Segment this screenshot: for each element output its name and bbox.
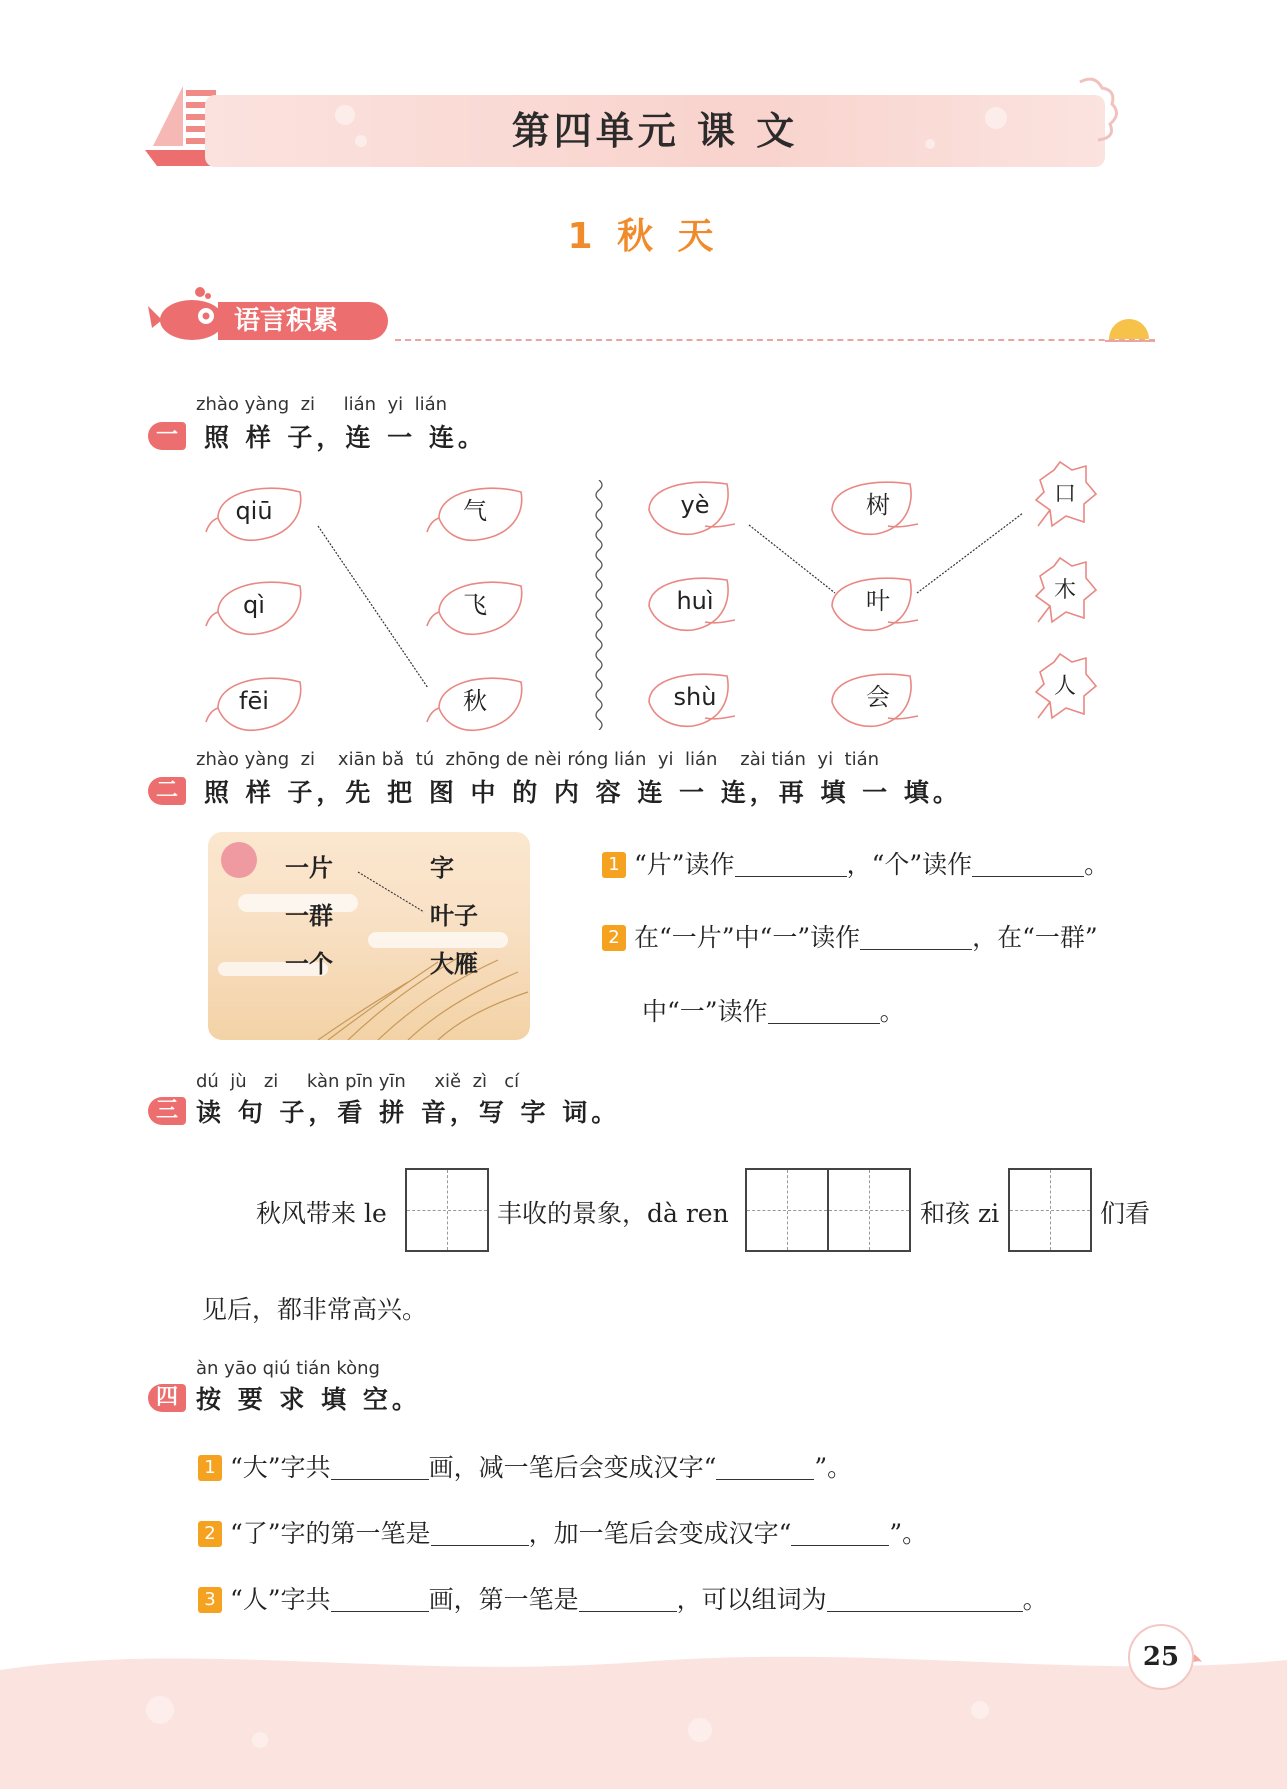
q4-item2-blank1[interactable]	[431, 1520, 529, 1546]
leaf-pinyin-shu[interactable]: shù	[645, 664, 755, 730]
maple-leaf-kou[interactable]: 口	[1030, 460, 1110, 530]
leaf-pinyin-qiu[interactable]: qiū	[204, 478, 314, 544]
q3-line2: 见后，都非常高兴。	[202, 1295, 428, 1324]
q2-item2-blank2[interactable]	[768, 998, 880, 1024]
q3-grid-daren[interactable]	[745, 1168, 911, 1252]
leaf-pinyin-hui[interactable]: huì	[645, 568, 755, 634]
unit-title: 第四单元 课 文	[511, 109, 799, 153]
leaf-char-shu[interactable]: 树	[828, 472, 938, 538]
wavy-divider	[592, 480, 606, 730]
q2-number: 二	[148, 777, 186, 805]
section-language-accumulation: 语言积累	[218, 302, 388, 340]
cloud-icon	[1060, 72, 1120, 172]
q4-item1: 1 “大”字共 画，减一笔后会变成汉字“ ”。	[198, 1448, 852, 1484]
leaf-char-hui[interactable]: 会	[828, 664, 938, 730]
q3-pinyin: dú jù zi kàn pīn yīn xiě zì cí	[196, 1071, 520, 1092]
q3-seg2: 丰收的景象，dà ren	[497, 1199, 729, 1228]
q3-grid-le[interactable]	[405, 1168, 489, 1252]
q1-pinyin: zhào yàng zi lián yi lián	[196, 394, 448, 415]
maple-leaf-ren[interactable]: 人	[1030, 652, 1110, 722]
q1-number: 一	[148, 422, 186, 450]
q2-item1: 1 “片”读作 ，“个”读作 。	[602, 845, 1109, 881]
leaf-pinyin-fei[interactable]: fēi	[204, 668, 314, 734]
sunset-icon	[1105, 305, 1155, 345]
example-line-left	[300, 510, 440, 700]
lesson-title: 1 秋 天	[567, 216, 720, 257]
leaf-pinyin-ye[interactable]: yè	[645, 472, 755, 538]
autumn-picture	[208, 832, 530, 1040]
q4-item2: 2 “了”字的第一笔是 ，加一笔后会变成汉字“ ”。	[198, 1514, 927, 1550]
sun-icon	[221, 842, 257, 878]
q2-item2-line1: 2 在“一片”中“一”读作 ，在“一群”	[602, 918, 1098, 954]
reeds-icon	[318, 942, 530, 1040]
q2-instruction: 照 样 子，先 把 图 中 的 内 容 连 一 连，再 填 一 填。	[204, 778, 962, 807]
q4-item3-blank1[interactable]	[331, 1586, 429, 1612]
leaf-pinyin-qi[interactable]: qì	[204, 572, 314, 638]
q2-item2-line2: 中“一”读作 。	[642, 997, 905, 1026]
q4-item3-blank3[interactable]	[827, 1586, 1023, 1612]
q4-item3-blank2[interactable]	[579, 1586, 677, 1612]
q2-item1-blank2[interactable]	[972, 851, 1084, 877]
q2-item1-blank1[interactable]	[735, 851, 847, 877]
pic-word-yige[interactable]: 一个	[285, 950, 333, 978]
leaf-char-qi[interactable]: 气	[425, 478, 535, 544]
q4-pinyin: àn yāo qiú tián kòng	[196, 1358, 380, 1379]
q4-item1-blank1[interactable]	[331, 1454, 429, 1480]
q3-seg4: 们看	[1100, 1199, 1151, 1228]
q3-seg3: 和孩 zi	[920, 1199, 1000, 1228]
leaf-char-ye[interactable]: 叶	[828, 568, 938, 634]
q4-item1-blank2[interactable]	[716, 1454, 814, 1480]
footer-wave	[0, 1640, 1287, 1789]
section-divider	[395, 339, 1155, 341]
whale-icon	[148, 284, 228, 344]
leaf-char-fei[interactable]: 飞	[425, 572, 535, 638]
example-line-picture	[356, 868, 426, 918]
q4-instruction: 按 要 求 填 空。	[196, 1385, 421, 1414]
pic-word-yezi[interactable]: 叶子	[430, 902, 478, 930]
q4-item2-blank2[interactable]	[791, 1520, 889, 1546]
q2-pinyin: zhào yàng zi xiān bǎ tú zhōng de nèi róng lián yi lián zài tián yi tián	[196, 749, 880, 770]
q3-grid-zi[interactable]	[1008, 1168, 1092, 1252]
q4-item3: 3 “人”字共 画，第一笔是 ，可以组词为 。	[198, 1580, 1048, 1616]
pic-word-zi[interactable]: 字	[430, 854, 454, 882]
example-line-right	[745, 505, 1035, 605]
q3-seg1: 秋风带来 le	[256, 1199, 387, 1228]
leaf-char-qiu[interactable]: 秋	[425, 668, 535, 734]
pic-word-dayan[interactable]: 大雁	[430, 950, 478, 978]
pic-word-yipian[interactable]: 一片	[285, 854, 333, 882]
q3-number: 三	[148, 1097, 186, 1125]
pic-word-yiqun[interactable]: 一群	[285, 902, 333, 930]
maple-leaf-mu[interactable]: 木	[1030, 556, 1110, 626]
q1-instruction: 照 样 子，连 一 连。	[204, 423, 487, 452]
q4-number: 四	[148, 1384, 186, 1412]
page-number: 25	[1128, 1624, 1194, 1690]
q3-instruction: 读 句 子，看 拼 音，写 字 词。	[196, 1098, 621, 1127]
q2-item2-blank1[interactable]	[860, 924, 972, 950]
